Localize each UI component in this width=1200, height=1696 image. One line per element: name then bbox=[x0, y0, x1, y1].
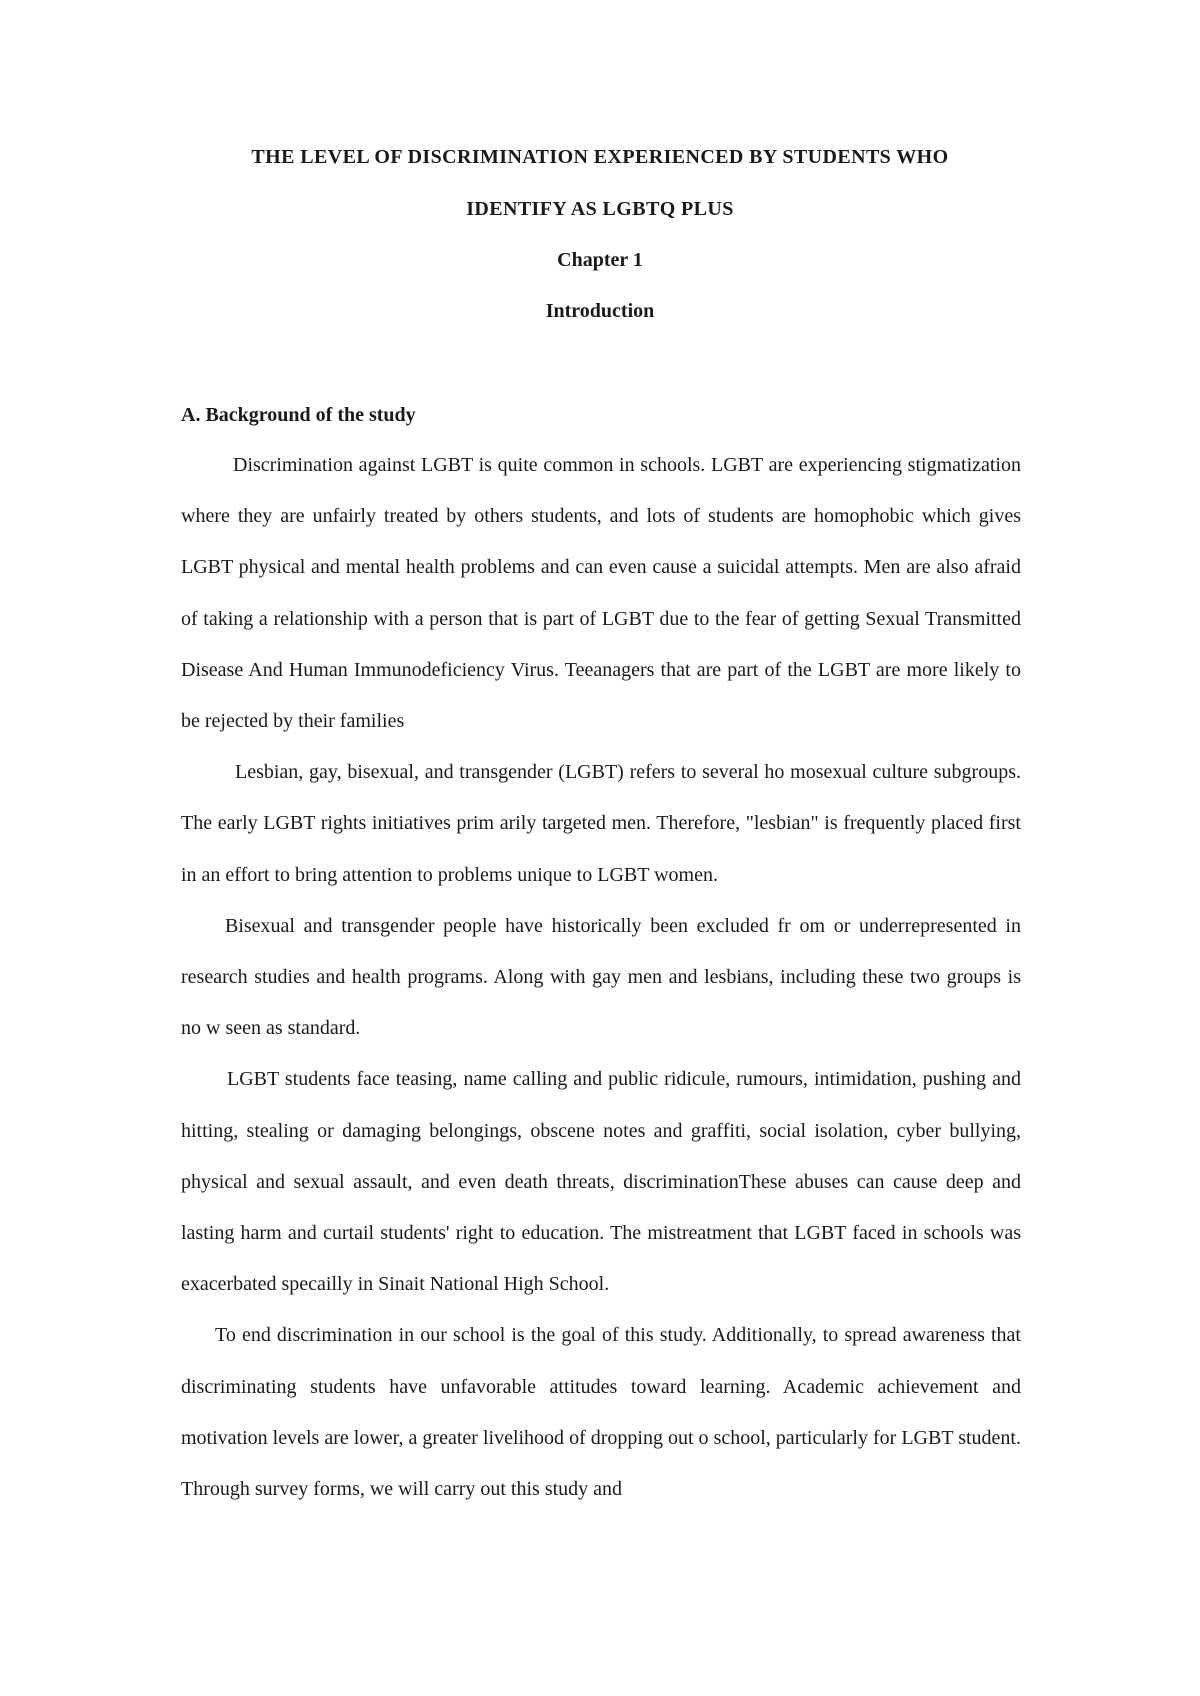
paragraph-3: Bisexual and transgender people have historically been excluded fr om or underrepresented in research studies and health programs. Along with gay men and lesbians, including these two groups is no w seen as standard. bbox=[181, 914, 1021, 1040]
paragraph-2: Lesbian, gay, bisexual, and transgender (LGBT) refers to several ho mosexual culture subgroups. The early LGBT rights initiatives prim arily targeted men. Therefore, "lesbian" is frequently placed first in an effort to bring attention to problems unique to LGBT women. bbox=[181, 761, 1021, 886]
paragraph-5: To end discrimination in our school is the goal of this study. Additionally, to spread awareness that discriminating students have unfavorable attitudes toward learning. Academic achievement and motivation levels are lower, a greater livelihood of dropping out o school, particularly for LGBT student. Through survey forms, we will carry out this study and bbox=[181, 1324, 1021, 1501]
document-title-line-2: IDENTIFY AS LGBTQ PLUS bbox=[466, 198, 734, 220]
document-title-line-1: THE LEVEL OF DISCRIMINATION EXPERIENCED BY STUDENTS WHO bbox=[251, 146, 949, 168]
paragraph-1: Discrimination against LGBT is quite common in schools. LGBT are experiencing stigmatization where they are unfairly treated by others students, and lots of students are homophobic which gives LGBT physical and mental health problems and can even cause a suicidal attempts. Men are also afraid of taking a relationship with a person that is part of LGBT due to the fear of getting Sexual Transmitted Disease And Human Immunodeficiency Virus. Teeanagers that are part of the LGBT are more likely to be rejected by their families bbox=[181, 454, 1021, 733]
chapter-title: Introduction bbox=[545, 300, 655, 322]
section-heading: A. Background of the study bbox=[181, 404, 416, 426]
body-text bbox=[181, 440, 1021, 1515]
chapter-number: Chapter 1 bbox=[557, 249, 643, 271]
paragraph-4: LGBT students face teasing, name calling and public ridicule, rumours, intimidation, pushing and hitting, stealing or damaging belongings, obscene notes and graffiti, social isolation, cyber bullying, physical and sexual assault, and even death threats, discriminationThese abuses can cause deep and lasting harm and curtail students' right to education. The mistreatment that LGBT faced in schools was exacerbated specailly in Sinait National High School. bbox=[181, 1068, 1021, 1296]
